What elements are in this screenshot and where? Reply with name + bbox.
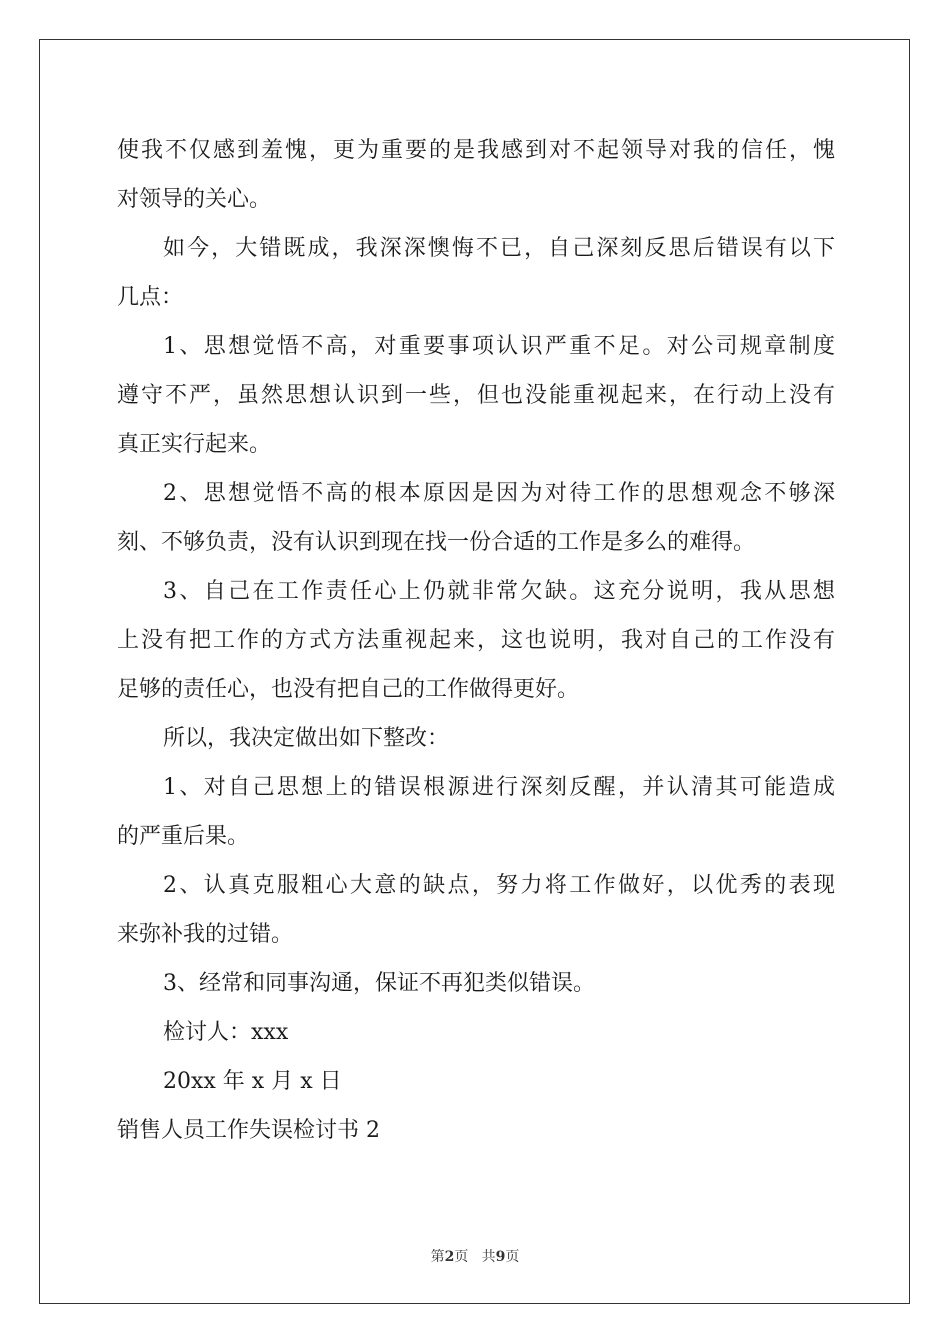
paragraph-line: 销售人员工作失误检讨书 2: [117, 1118, 380, 1143]
paragraph-line: 3、自己在工作责任心上仍就非常欠缺。这充分说明，我从思想: [163, 579, 835, 604]
document-body: [117, 126, 835, 1155]
paragraph: [117, 714, 835, 763]
footer-prefix: 第: [430, 1249, 445, 1265]
paragraph: [117, 1106, 835, 1155]
footer-total-prefix: 共: [481, 1249, 496, 1265]
paragraph-line: 来弥补我的过错。: [117, 922, 294, 947]
paragraph-line: 刻、不够负责，没有认识到现在找一份合适的工作是多么的难得。: [117, 530, 756, 555]
paragraph: [117, 567, 835, 714]
paragraph: [117, 224, 835, 322]
page-footer: [0, 1246, 950, 1266]
paragraph: [117, 763, 835, 861]
footer-page-suffix: 页: [454, 1249, 469, 1265]
footer-total-suffix: 页: [505, 1249, 520, 1265]
paragraph: [117, 126, 835, 224]
paragraph-line: 3、经常和同事沟通，保证不再犯类似错误。: [163, 971, 595, 996]
paragraph: [117, 469, 835, 567]
paragraph: [117, 959, 835, 1008]
paragraph-line: 对领导的关心。: [117, 187, 272, 212]
paragraph-line: 的严重后果。: [117, 824, 250, 849]
paragraph-line: 检讨人：xxx: [163, 1020, 289, 1045]
footer-total-pages: 9: [495, 1249, 506, 1265]
paragraph: [117, 1057, 835, 1106]
footer-page-number: 2: [444, 1249, 455, 1265]
paragraph-line: 20xx 年 x 月 x 日: [163, 1069, 342, 1094]
paragraph-line: 所以，我决定做出如下整改：: [163, 726, 450, 751]
paragraph-line: 1、对自己思想上的错误根源进行深刻反醒，并认清其可能造成: [163, 775, 835, 800]
paragraph-line: 2、认真克服粗心大意的缺点，努力将工作做好，以优秀的表现: [163, 873, 835, 898]
paragraph-line: 如今，大错既成，我深深懊悔不已，自己深刻反思后错误有以下: [163, 236, 835, 261]
paragraph: [117, 322, 835, 469]
paragraph-line: 上没有把工作的方式方法重视起来，这也说明，我对自己的工作没有: [117, 628, 835, 653]
paragraph-line: 遵守不严，虽然思想认识到一些，但也没能重视起来，在行动上没有: [117, 383, 835, 408]
paragraph: [117, 1008, 835, 1057]
paragraph: [117, 861, 835, 959]
paragraph-line: 几点：: [117, 285, 184, 310]
paragraph-line: 2、思想觉悟不高的根本原因是因为对待工作的思想观念不够深: [163, 481, 835, 506]
paragraph-line: 足够的责任心，也没有把自己的工作做得更好。: [117, 677, 580, 702]
paragraph-line: 使我不仅感到羞愧，更为重要的是我感到对不起领导对我的信任，愧: [117, 138, 835, 163]
paragraph-line: 真正实行起来。: [117, 432, 272, 457]
paragraph-line: 1、思想觉悟不高，对重要事项认识严重不足。对公司规章制度: [163, 334, 835, 359]
